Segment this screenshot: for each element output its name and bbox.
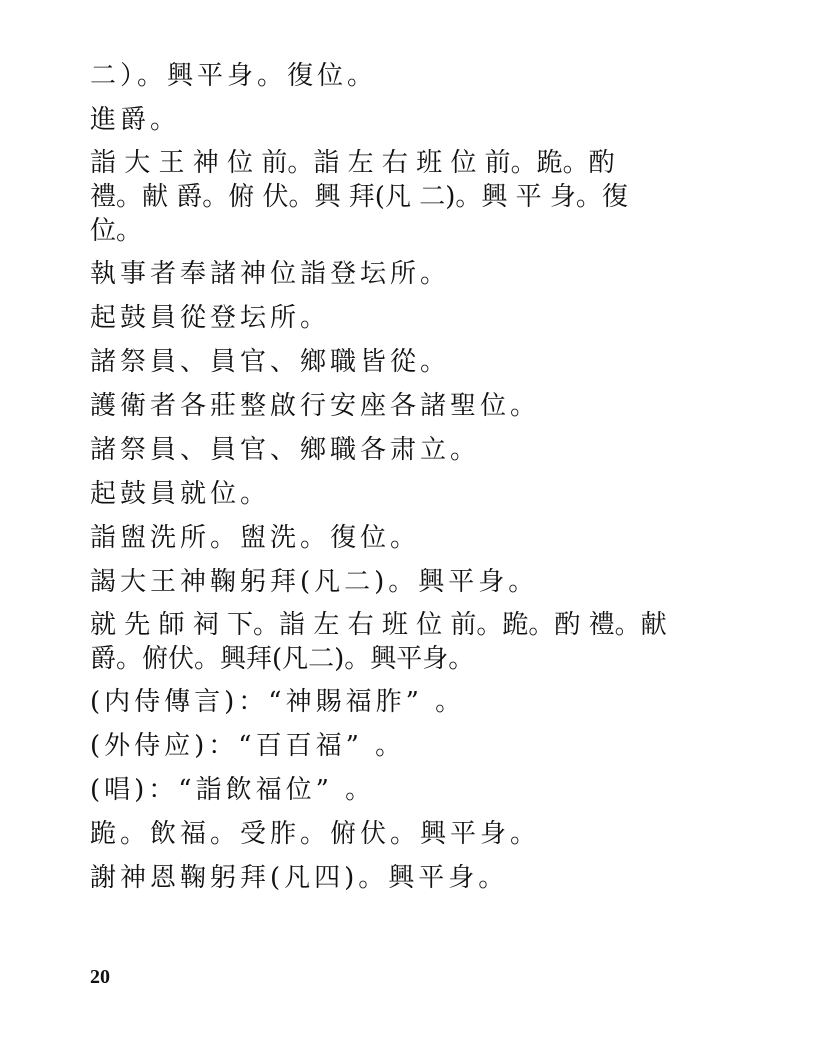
text-line-5: 位。 (90, 216, 143, 246)
text-line-14: 就 先 師 祠 下。詣 左 右 班 位 前。跪。酌 禮。献 (90, 610, 667, 640)
text-line-8: 諸祭員、員官、鄉職皆從。 (90, 347, 451, 377)
text-line-12: 詣盥洗所。盥洗。復位。 (90, 523, 421, 553)
text-line-1: 二）。興平身。復位。 (90, 61, 378, 91)
text-line-3: 詣 大 王 神 位 前。詣 左 右 班 位 前。跪。酌 (90, 148, 615, 178)
text-line-6: 執事者奉諸神位詣登坛所。 (90, 259, 451, 289)
text-line-15: 爵。俯伏。興拜(凡二)。興平身。 (90, 644, 475, 674)
text-line-10: 諸祭員、員官、鄉職各肃立。 (90, 435, 481, 465)
text-line-17: (外侍应)：“百百福” 。 (90, 731, 406, 761)
text-line-13: 謁大王神鞠躬拜(凡二)。興平身。 (90, 567, 539, 597)
text-line-9: 護衛者各莊整啟行安座各諸聖位。 (90, 391, 541, 421)
page-number: 20 (90, 966, 110, 988)
ritual-text-body (90, 58, 740, 904)
paragraph-offering-before-teacher (90, 608, 740, 676)
paragraph-offering-before-king (90, 146, 740, 248)
text-line-7: 起鼓員從登坛所。 (90, 303, 331, 333)
text-line-19: 跪。飲福。受胙。俯伏。興平身。 (90, 819, 541, 849)
text-line-11: 起鼓員就位。 (90, 479, 271, 509)
text-line-18: (唱)：“詣飲福位” 。 (90, 775, 376, 805)
text-line-2: 進爵。 (90, 105, 181, 135)
text-line-16: (内侍傳言)：“神賜福胙” 。 (90, 687, 466, 717)
text-line-20: 謝神恩鞠躬拜(凡四)。興平身。 (90, 863, 509, 893)
text-line-4: 禮。献 爵。俯 伏。興 拜(凡 二)。興 平 身。復 (90, 182, 628, 212)
